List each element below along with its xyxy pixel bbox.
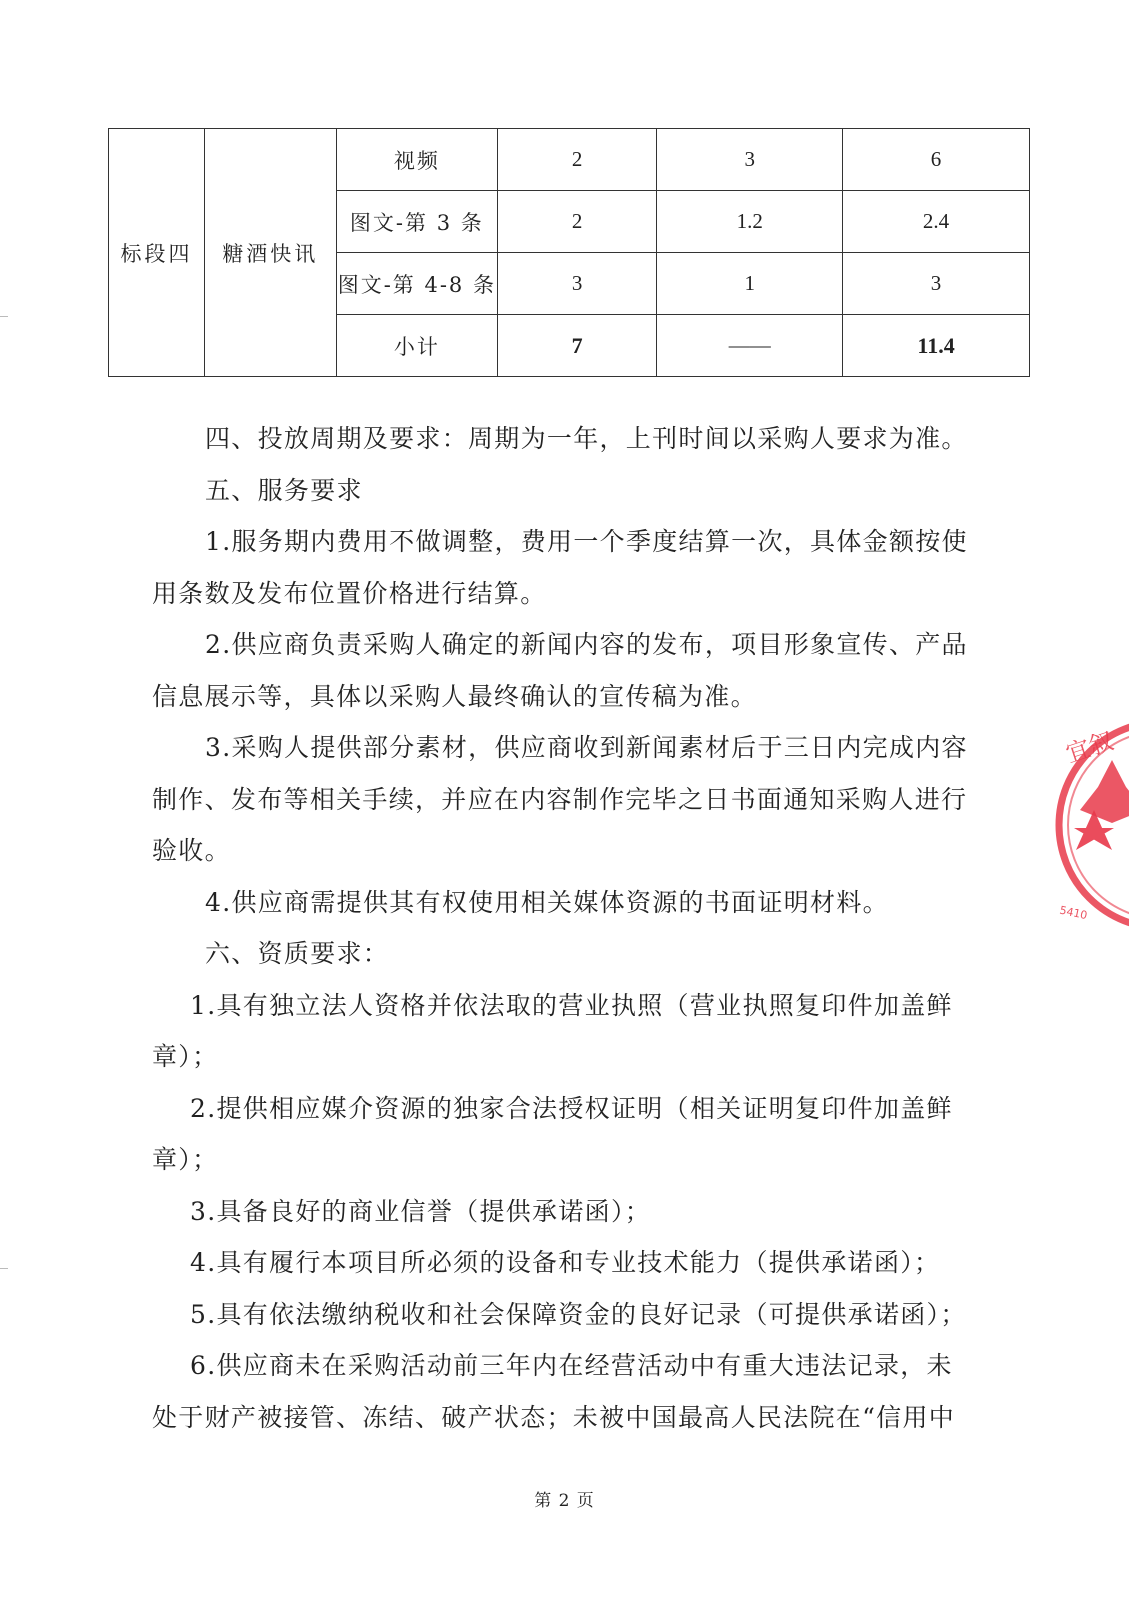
paragraph-service-3: 3.采购人提供部分素材，供应商收到新闻素材后于三日内完成内容制作、发布等相关手续，并应在内容制作完毕之日书面通知采购人进行验收。: [152, 733, 968, 865]
count-cell: 2: [498, 129, 657, 191]
paragraph-qual-1: 1.具有独立法人资格并依法取的营业执照（营业执照复印件加盖鲜章）；: [152, 990, 953, 1071]
body-text: [152, 413, 972, 1443]
heading-qualification: 六、资质要求：: [205, 939, 390, 968]
subtotal-price: ——: [657, 315, 843, 377]
heading-service: 五、服务要求: [205, 475, 363, 505]
subtotal-count: 7: [498, 315, 657, 377]
paragraph-schedule: 四、投放周期及要求：周期为一年，上刊时间以采购人要求为准。: [205, 424, 968, 453]
media-cell: 糖酒快讯: [204, 129, 336, 377]
paragraph-qual-3: 3.具备良好的商业信誉（提供承诺函）；: [190, 1196, 652, 1226]
subtotal-label: 小计: [336, 315, 497, 377]
seal-text: 宜叙: [1062, 726, 1117, 769]
pricing-table: [108, 128, 1030, 377]
table-row: [109, 129, 1030, 191]
total-cell: 6: [843, 129, 1030, 191]
count-cell: 3: [498, 253, 657, 315]
paragraph-qual-5: 5.具有依法缴纳税收和社会保障资金的良好记录（可提供承诺函）；: [190, 1299, 967, 1329]
paragraph-service-1: 1.服务期内费用不做调整，费用一个季度结算一次，具体金额按使用条数及发布位置价格进行结算。: [152, 527, 968, 608]
paragraph-service-4: 4.供应商需提供其有权使用相关媒体资源的书面证明材料。: [205, 887, 889, 917]
section-cell: 标段四: [109, 129, 205, 377]
item-cell: 图文-第 4-8 条: [336, 253, 497, 315]
red-seal-stamp: [1052, 710, 1129, 940]
price-cell: 3: [657, 129, 843, 191]
item-cell: 图文-第 3 条: [336, 191, 497, 253]
price-cell: 1: [657, 253, 843, 315]
total-cell: 3: [843, 253, 1030, 315]
seal-code: 5410: [1058, 903, 1089, 923]
total-cell: 2.4: [843, 191, 1030, 253]
paragraph-service-2: 2.供应商负责采购人确定的新闻内容的发布，项目形象宣传、产品信息展示等，具体以采购人最终确认的宣传稿为准。: [152, 630, 968, 711]
scan-edge-mark: [0, 316, 8, 317]
price-cell: 1.2: [657, 191, 843, 253]
paragraph-qual-6: 6.供应商未在采购活动前三年内在经营活动中有重大违法记录，未处于财产被接管、冻结、破产状态；未被中国最高人民法院在“信用中: [152, 1351, 956, 1432]
count-cell: 2: [498, 191, 657, 253]
item-cell: 视频: [336, 129, 497, 191]
page-number: 第 2 页: [534, 1491, 595, 1511]
paragraph-qual-2: 2.提供相应媒介资源的独家合法授权证明（相关证明复印件加盖鲜章）；: [152, 1093, 953, 1174]
paragraph-qual-4: 4.具有履行本项目所必须的设备和专业技术能力（提供承诺函）；: [190, 1248, 941, 1277]
scan-edge-mark: [0, 1268, 8, 1269]
subtotal-total: 11.4: [843, 315, 1030, 377]
